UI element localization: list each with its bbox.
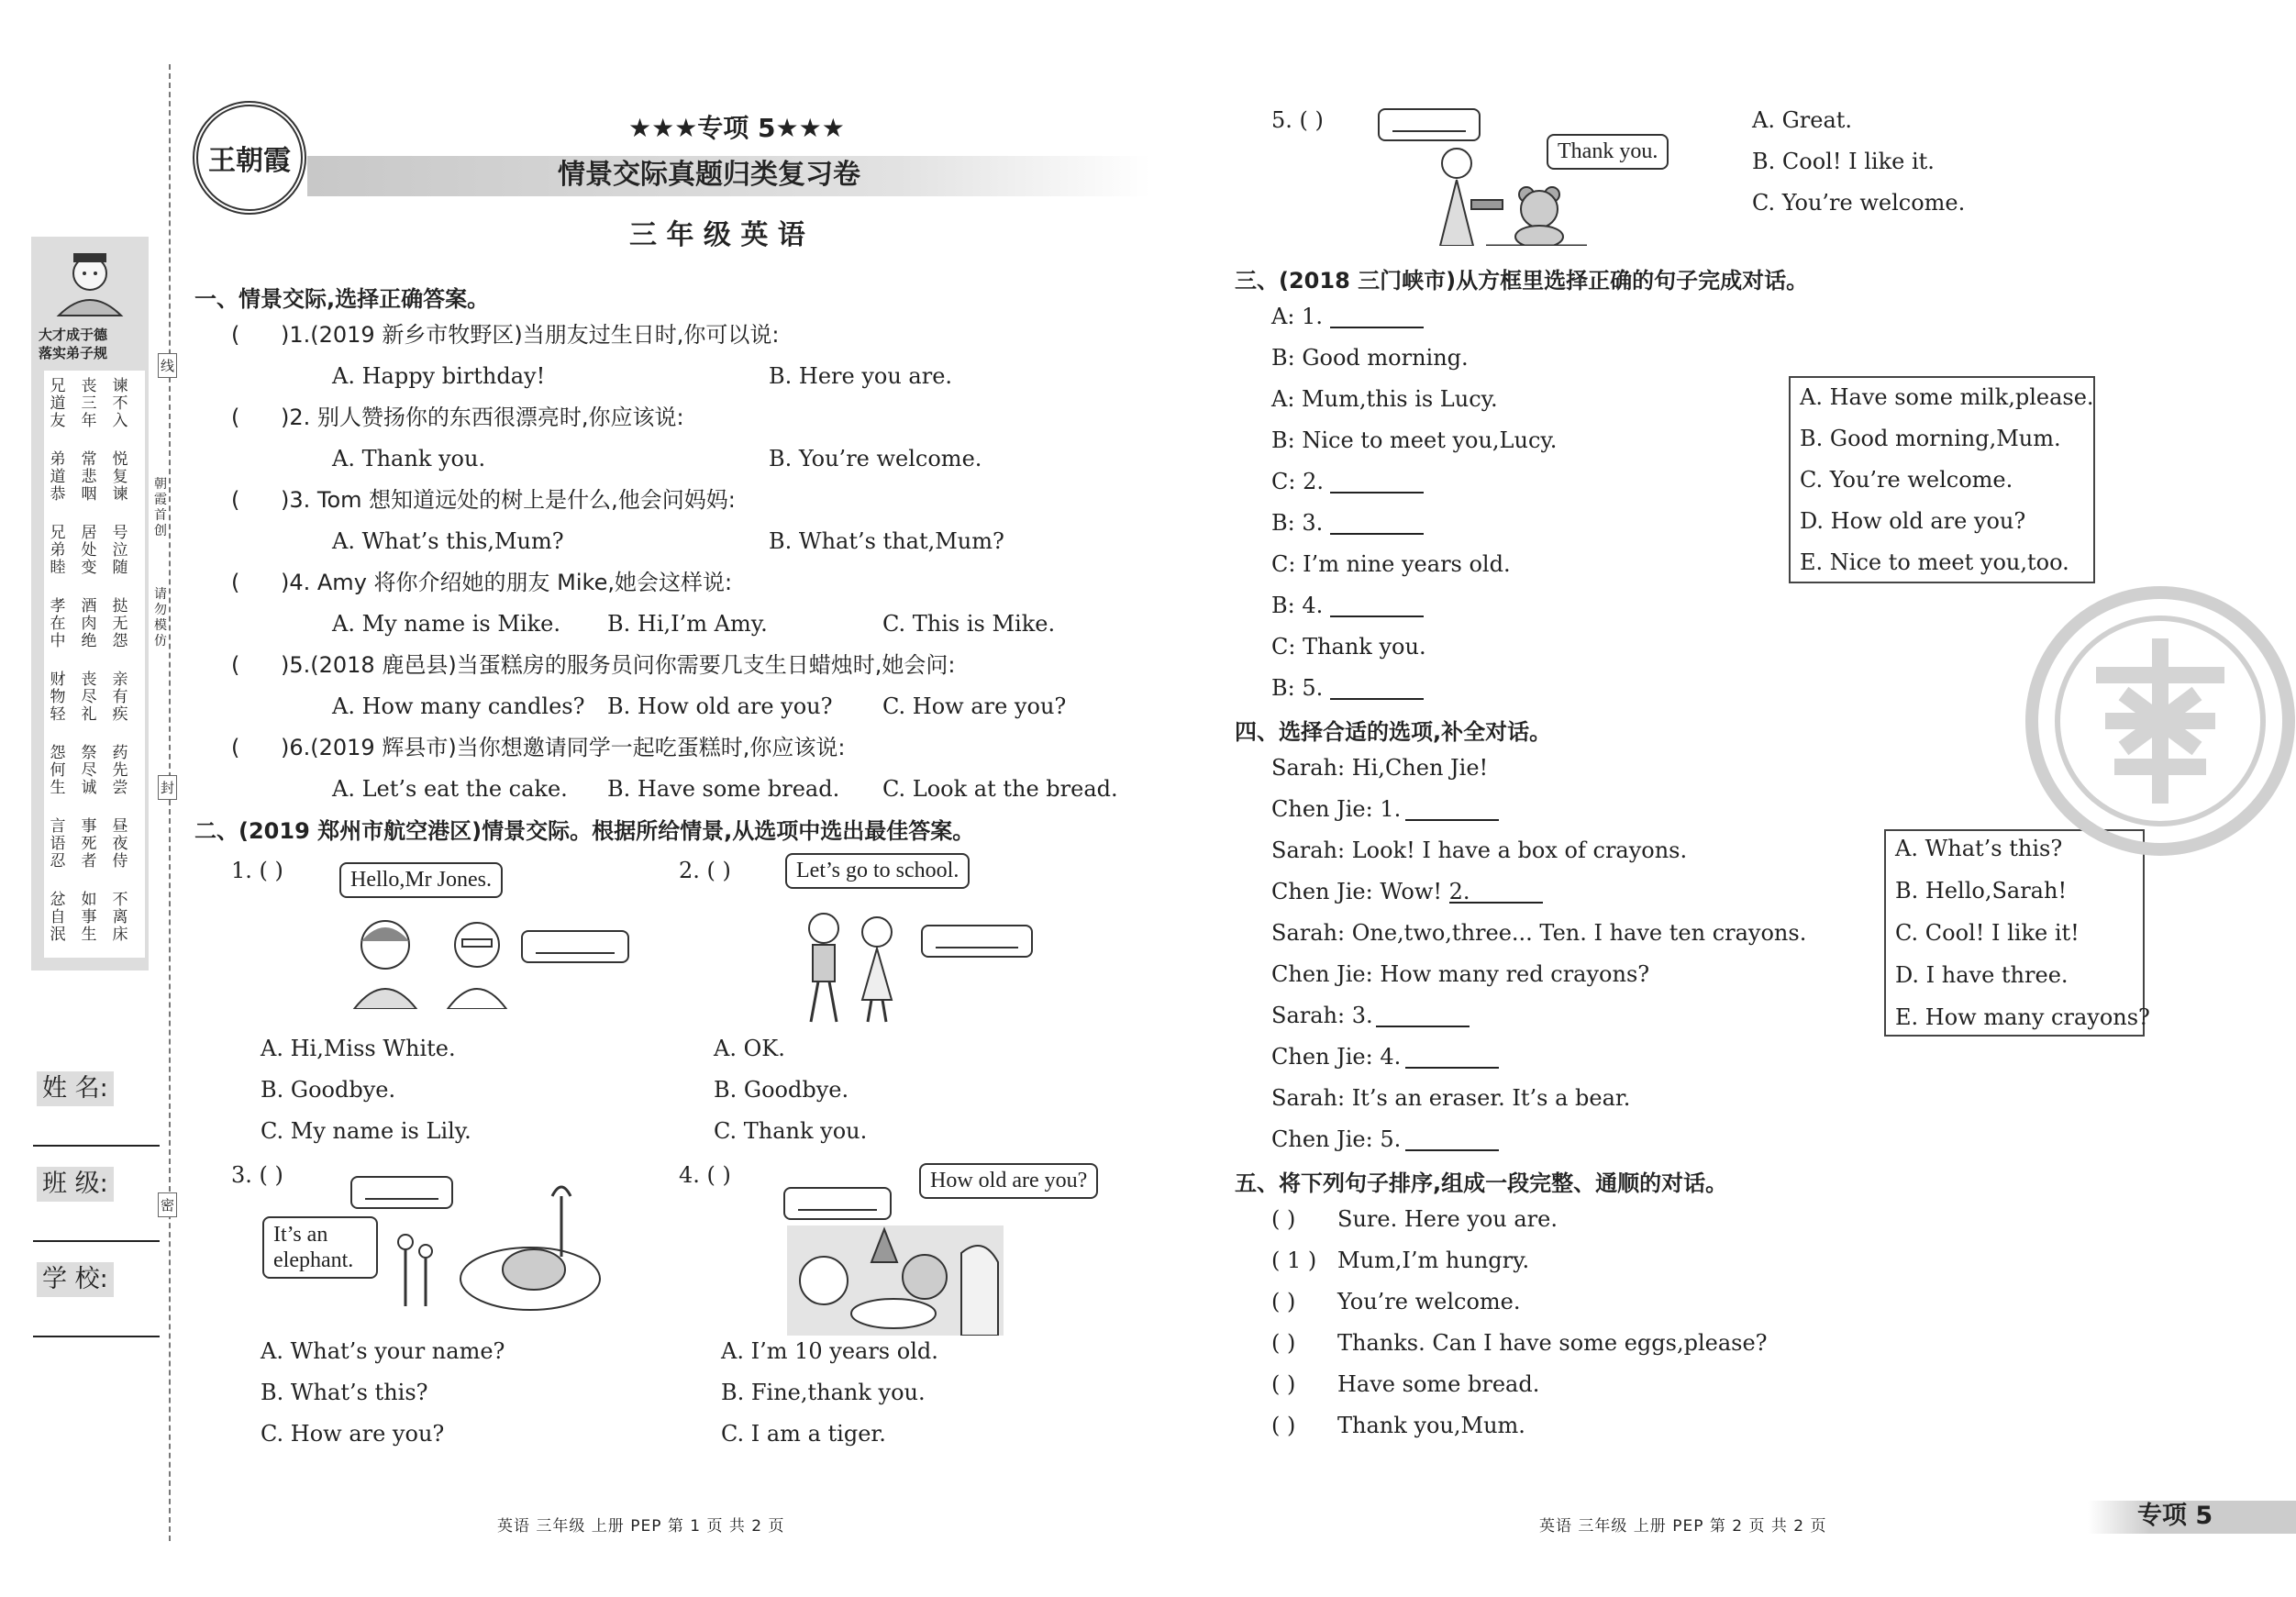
option-text: B. What’s this? <box>261 1380 428 1405</box>
s2-item3-number: 3. ( ) <box>231 1162 283 1188</box>
corner-label: 专项 5 <box>2137 1502 2213 1530</box>
answer-blank[interactable] <box>1376 1026 1470 1027</box>
option-text: A. How many candles? <box>332 693 585 719</box>
poem-column: 药先尝 <box>112 744 128 797</box>
s2-item1-number: 1. ( ) <box>231 858 283 883</box>
s2-item4-answer-bubble <box>783 1187 892 1220</box>
poem-column: 言语忍 <box>50 817 66 871</box>
sidebar-poem-grid <box>44 371 145 958</box>
dialog-line: Chen Jie: 4. <box>1271 1044 1402 1070</box>
girl-bear-illustration <box>1431 145 1587 246</box>
dialog-line: Chen Jie: 5. <box>1271 1126 1402 1152</box>
poem-column: 谏不入 <box>112 377 128 430</box>
secret-seal-watermark <box>2023 583 2296 859</box>
dialog-line: C: I’m nine years old. <box>1271 551 1511 577</box>
poem-column: 挞无怨 <box>112 597 128 650</box>
option-text: C. Look at the bread. <box>882 776 1118 802</box>
sidebar-motto-2: 落实弟子规 <box>39 345 108 361</box>
footer-page-1: 英语 三年级 上册 PEP 第 1 页 共 2 页 <box>497 1517 785 1536</box>
poem-column: 怨何生 <box>50 744 66 797</box>
option-text: D. I have three. <box>1895 962 2069 988</box>
answer-blank[interactable] <box>1405 1067 1499 1069</box>
poem-column: 兄道友 <box>50 377 66 430</box>
dialog-line: B: 4. <box>1271 593 1324 618</box>
option-text: A. What’s this? <box>1895 836 2063 861</box>
order-sentence: Sure. Here you are. <box>1337 1206 1558 1232</box>
birthday-party-illustration <box>787 1225 1004 1336</box>
option-text: A. Have some milk,please. <box>1800 384 2094 410</box>
binding-mark-mi: 密 <box>158 1192 177 1217</box>
poem-column: 昼夜侍 <box>112 817 128 871</box>
dialog-line: A: 1. <box>1271 304 1323 329</box>
question-text: )6.(2019 辉县市)当你想邀请同学一起吃蛋糕时,你应该说: <box>281 735 846 760</box>
order-paren: ( ) <box>1271 1371 1296 1397</box>
order-sentence: Mum,I’m hungry. <box>1337 1248 1530 1273</box>
dialog-line: B: Good morning. <box>1271 345 1469 371</box>
page-title: 情景交际真题归类复习卷 <box>558 159 860 191</box>
option-text: B. How old are you? <box>607 693 833 719</box>
dialog-line: Sarah: 3. <box>1271 1003 1373 1028</box>
poem-column: 丧尽礼 <box>81 671 97 724</box>
answer-blank[interactable] <box>1449 902 1543 904</box>
option-text: B. Hi,I’m Amy. <box>607 611 768 637</box>
question-paren: ( <box>231 652 240 678</box>
option-text: C. How are you? <box>882 693 1067 719</box>
option-text: C. My name is Lily. <box>261 1118 471 1144</box>
binding-mark-copyright: 朝霞首创 <box>154 477 167 538</box>
order-paren: ( ) <box>1271 1330 1296 1356</box>
dialog-line: B: 3. <box>1271 510 1324 536</box>
s2-item5-number: 5. ( ) <box>1271 107 1324 133</box>
question-paren: ( <box>231 735 240 760</box>
section3-heading: 三、(2018 三门峡市)从方框里选择正确的句子完成对话。 <box>1235 268 1809 294</box>
logo-text: 王朝霞 <box>208 145 291 177</box>
section5-heading: 五、将下列句子排序,组成一段完整、通顺的对话。 <box>1235 1170 1728 1196</box>
option-text: B. Have some bread. <box>607 776 840 802</box>
school-field[interactable] <box>33 1336 160 1337</box>
poem-column: 弟道恭 <box>50 450 66 504</box>
option-text: B. Good morning,Mum. <box>1800 426 2061 451</box>
s2-item5-answer-bubble <box>1378 108 1481 141</box>
kids-walking-illustration <box>793 908 912 1027</box>
dialog-line: Sarah: One,two,three... Ten. I have ten crayons. <box>1271 920 1807 946</box>
question-paren: ( <box>231 570 240 595</box>
answer-blank[interactable] <box>1330 698 1424 700</box>
poem-column: 忿自泯 <box>50 891 66 944</box>
class-label: 班 级: <box>37 1167 114 1202</box>
special-label: ★★★专项 5★★★ <box>628 113 845 143</box>
binding-mark-xian: 线 <box>158 353 177 378</box>
question-paren: ( <box>231 322 240 348</box>
option-text: C. I am a tiger. <box>721 1421 886 1447</box>
option-text: B. Hello,Sarah! <box>1895 878 2068 904</box>
option-text: A. Happy birthday! <box>332 363 546 389</box>
poem-column: 不离床 <box>112 891 128 944</box>
class-field[interactable] <box>33 1240 160 1242</box>
option-text: B. Goodbye. <box>714 1077 849 1103</box>
poem-column: 兄弟睦 <box>50 524 66 577</box>
answer-blank[interactable] <box>1405 1149 1499 1151</box>
option-text: C. Cool! I like it! <box>1895 920 2080 946</box>
dialog-line: A: Mum,this is Lucy. <box>1271 386 1498 412</box>
zoo-elephant-illustration <box>383 1178 604 1315</box>
option-text: A. I’m 10 years old. <box>721 1338 938 1364</box>
dialog-line: Sarah: Hi,Chen Jie! <box>1271 755 1489 781</box>
question-text: )1.(2019 新乡市牧野区)当朋友过生日时,你可以说: <box>281 322 780 348</box>
option-text: B. What’s that,Mum? <box>769 528 1004 554</box>
question-text: )3. Tom 想知道远处的树上是什么,他会问妈妈: <box>281 487 736 513</box>
binding-mark-feng: 封 <box>158 775 177 800</box>
poem-column: 悦复谏 <box>112 450 128 504</box>
order-sentence: Have some bread. <box>1337 1371 1540 1397</box>
dialog-line: C: 2. <box>1271 469 1324 494</box>
option-text: A. What’s your name? <box>261 1338 505 1364</box>
sidebar-poem-panel <box>31 237 149 970</box>
poem-column: 居处变 <box>81 524 97 577</box>
s2-item4-number: 4. ( ) <box>679 1162 731 1188</box>
s2-item1-bubble: Hello,Mr Jones. <box>339 862 503 898</box>
s2-item2-bubble: Let’s go to school. <box>785 853 970 889</box>
dialog-line: Chen Jie: How many red crayons? <box>1271 961 1650 987</box>
option-text: A. Great. <box>1752 107 1853 133</box>
dialog-line: Chen Jie: Wow! 2. <box>1271 879 1470 904</box>
order-sentence: You’re welcome. <box>1337 1289 1521 1314</box>
question-text: )5.(2018 鹿邑县)当蛋糕房的服务员问你需要几支生日蜡烛时,她会问: <box>281 652 956 678</box>
option-text: A. Let’s eat the cake. <box>332 776 568 802</box>
question-text: )2. 别人赞扬你的东西很漂亮时,你应该说: <box>281 405 684 430</box>
poem-column: 号泣随 <box>112 524 128 577</box>
option-text: A. OK. <box>714 1036 785 1061</box>
dialog-line: Sarah: Look! I have a box of crayons. <box>1271 837 1688 863</box>
s2-item1-answer-bubble <box>521 930 629 963</box>
option-text: C. You’re welcome. <box>1752 190 1966 216</box>
section4-heading: 四、选择合适的选项,补全对话。 <box>1235 719 1552 745</box>
poem-column: 事死者 <box>81 817 97 871</box>
poem-column: 常悲咽 <box>81 450 97 504</box>
option-text: C. This is Mike. <box>882 611 1056 637</box>
section1-heading: 一、情景交际,选择正确答案。 <box>194 286 490 312</box>
logo-seal <box>193 101 306 215</box>
question-text: )4. Amy 将你介绍她的朋友 Mike,她会这样说: <box>281 570 733 595</box>
option-text: C. Thank you. <box>714 1118 868 1144</box>
order-paren: ( ) <box>1271 1289 1296 1314</box>
option-text: C. How are you? <box>261 1421 445 1447</box>
order-paren: ( 1 ) <box>1271 1248 1317 1273</box>
option-text: E. How many crayons? <box>1895 1004 2150 1030</box>
page-subtitle: 三 年 级 英 语 <box>629 219 805 251</box>
scholar-figure-icon <box>31 242 149 323</box>
poem-column: 孝在中 <box>50 597 66 650</box>
dialog-line: B: 5. <box>1271 675 1324 701</box>
option-text: E. Nice to meet you,too. <box>1800 549 2069 575</box>
s2-item2-answer-bubble <box>921 925 1033 958</box>
option-text: B. Here you are. <box>769 363 953 389</box>
question-paren: ( <box>231 487 240 513</box>
answer-blank[interactable] <box>1330 492 1424 494</box>
answer-blank[interactable] <box>1330 533 1424 535</box>
s2-item2-number: 2. ( ) <box>679 858 731 883</box>
order-paren: ( ) <box>1271 1206 1296 1232</box>
option-text: A. What’s this,Mum? <box>332 528 564 554</box>
order-sentence: Thanks. Can I have some eggs,please? <box>1337 1330 1768 1356</box>
name-label: 姓 名: <box>37 1071 114 1106</box>
option-text: B. Cool! I like it. <box>1752 149 1935 174</box>
order-sentence: Thank you,Mum. <box>1337 1413 1525 1438</box>
dialog-line: Chen Jie: 1. <box>1271 796 1402 822</box>
s2-item5-bubble: Thank you. <box>1547 134 1669 170</box>
option-text: B. You’re welcome. <box>769 446 982 471</box>
poem-column: 祭尽诚 <box>81 744 97 797</box>
dialog-line: C: Thank you. <box>1271 634 1426 660</box>
option-text: B. Fine,thank you. <box>721 1380 926 1405</box>
order-paren: ( ) <box>1271 1413 1296 1438</box>
binding-mark-notice: 请勿模仿 <box>154 587 167 649</box>
binding-line <box>169 64 171 1541</box>
s2-item4-bubble: How old are you? <box>919 1163 1098 1199</box>
school-label: 学 校: <box>37 1262 114 1297</box>
question-paren: ( <box>231 405 240 430</box>
option-text: D. How old are you? <box>1800 508 2026 534</box>
sidebar-motto-1: 大才成于德 <box>39 327 108 343</box>
answer-blank[interactable] <box>1330 616 1424 617</box>
answer-blank[interactable] <box>1330 327 1424 328</box>
section2-heading: 二、(2019 郑州市航空港区)情景交际。根据所给情景,从选项中选出最佳答案。 <box>194 818 975 844</box>
teachers-illustration <box>349 908 532 1009</box>
dialog-line: Sarah: It’s an eraser. It’s a bear. <box>1271 1085 1631 1111</box>
name-field[interactable] <box>33 1145 160 1147</box>
option-text: A. Thank you. <box>332 446 486 471</box>
answer-blank[interactable] <box>1405 819 1499 821</box>
poem-column: 财物轻 <box>50 671 66 724</box>
poem-column: 亲有疾 <box>112 671 128 724</box>
footer-page-2: 英语 三年级 上册 PEP 第 2 页 共 2 页 <box>1539 1517 1827 1536</box>
poem-column: 酒肉绝 <box>81 597 97 650</box>
poem-column: 丧三年 <box>81 377 97 430</box>
s2-item3-bubble: It’s an elephant. <box>262 1216 378 1279</box>
option-text: A. My name is Mike. <box>332 611 560 637</box>
option-text: C. You’re welcome. <box>1800 467 2013 493</box>
option-text: A. Hi,Miss White. <box>261 1036 456 1061</box>
option-text: B. Goodbye. <box>261 1077 396 1103</box>
dialog-line: B: Nice to meet you,Lucy. <box>1271 427 1558 453</box>
poem-column: 如事生 <box>81 891 97 944</box>
